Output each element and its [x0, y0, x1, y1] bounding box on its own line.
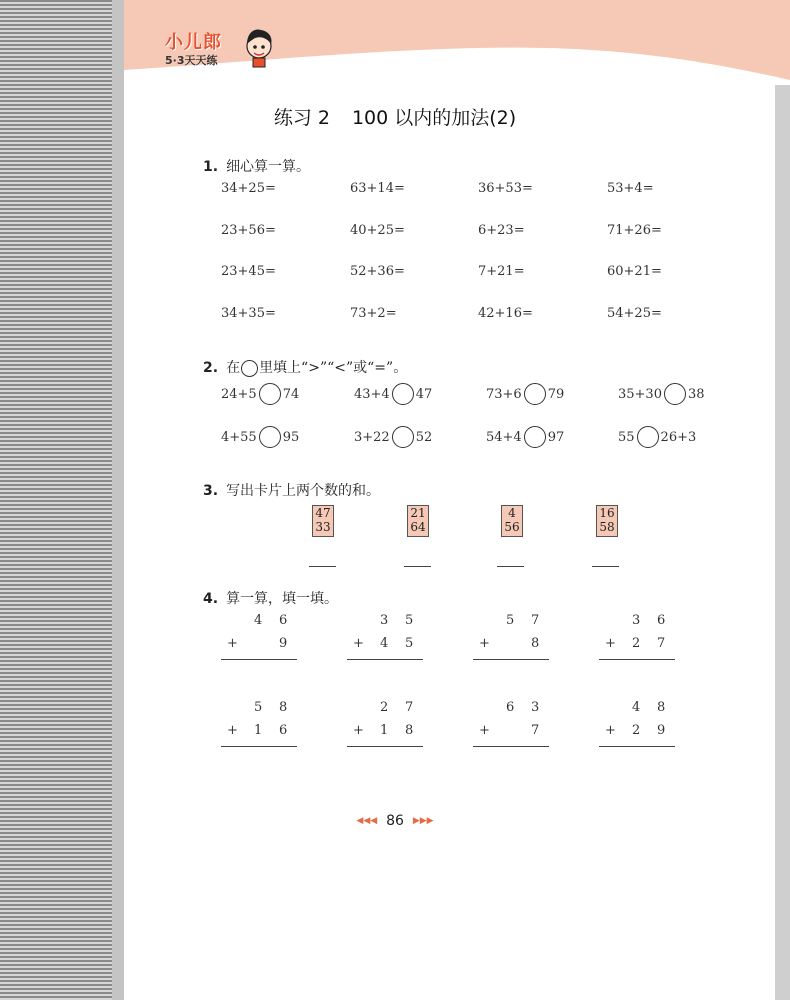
section-4-text: 算一算，填一填。 [226, 591, 339, 607]
section-1-heading [203, 156, 310, 176]
section-3-heading [203, 480, 380, 500]
addend-row [221, 636, 301, 659]
digit: 1 [380, 723, 389, 738]
answer-circle [637, 426, 659, 448]
brand-series: 5·3天天练 [165, 54, 218, 67]
comparison-problem [221, 383, 299, 405]
digit: 7 [405, 700, 414, 715]
answer-circle [259, 426, 281, 448]
digit: 6 [657, 613, 666, 628]
card-bottom-number: 33 [315, 520, 331, 534]
comparison-left: 55 [618, 429, 635, 445]
plus-sign: + [227, 636, 238, 651]
comparison-right: 47 [415, 386, 433, 402]
section-1-number: 1. [203, 159, 219, 175]
addend-row [347, 613, 427, 636]
addition-problem: 23+56= [221, 223, 276, 238]
answer-line [404, 566, 431, 567]
sum-line [347, 659, 423, 660]
digit: 8 [657, 700, 666, 715]
addend-row [221, 723, 301, 746]
addition-problem: 73+2= [350, 306, 397, 321]
addition-problem: 34+35= [221, 306, 276, 321]
brand-name: 小儿郎 [165, 32, 222, 53]
digit: 2 [632, 636, 641, 651]
addend-row [599, 613, 679, 636]
sum-line [599, 659, 675, 660]
addend-row [473, 700, 553, 723]
digit: 5 [405, 613, 414, 628]
digit: 3 [632, 613, 641, 628]
card-top-number: 21 [410, 506, 426, 520]
sum-line [221, 659, 297, 660]
digit: 6 [506, 700, 515, 715]
digit: 1 [254, 723, 263, 738]
addition-problem: 36+53= [478, 181, 533, 196]
answer-circle [392, 426, 414, 448]
comparison-problem [618, 426, 696, 448]
section-1-text: 细心算一算。 [226, 159, 311, 175]
card-top-number: 47 [315, 506, 331, 520]
addend-row [347, 723, 427, 746]
comparison-left: 3+22 [354, 429, 390, 445]
sum-line [599, 746, 675, 747]
addend-row [473, 723, 553, 746]
comparison-problem [221, 426, 299, 448]
digit: 9 [279, 636, 288, 651]
comparison-problem [618, 383, 705, 405]
addend-row [347, 700, 427, 723]
sum-line [347, 746, 423, 747]
digit: 5 [254, 700, 263, 715]
sum-line [473, 659, 549, 660]
next-arrows-icon: ▶▶▶ [412, 816, 434, 826]
addend-row [599, 700, 679, 723]
addend-row [221, 613, 301, 636]
answer-circle [259, 383, 281, 405]
vertical-addition [221, 700, 301, 746]
vertical-addition [599, 613, 679, 659]
addition-problem: 23+45= [221, 264, 276, 279]
digit: 7 [531, 723, 540, 738]
right-page-edge [775, 80, 790, 1000]
title-exercise-number: 练习 2 [273, 107, 330, 129]
section-2-number: 2. [203, 360, 219, 376]
comparison-left: 4+55 [221, 429, 257, 445]
number-card [501, 505, 523, 537]
sum-line [473, 746, 549, 747]
comparison-right: 38 [687, 386, 705, 402]
sum-line [221, 746, 297, 747]
section-2-text-a: 在 [226, 360, 241, 376]
digit: 2 [380, 700, 389, 715]
answer-circle [664, 383, 686, 405]
comparison-right: 95 [282, 429, 300, 445]
vertical-addition [221, 613, 301, 659]
answer-line [309, 566, 336, 567]
addend-row [599, 636, 679, 659]
prev-arrows-icon: ◀◀◀ [356, 816, 378, 826]
number-card [407, 505, 429, 537]
addend-row [221, 700, 301, 723]
addition-problem: 71+26= [607, 223, 662, 238]
digit: 2 [632, 723, 641, 738]
binding-gutter [112, 0, 124, 1000]
banner-wave [124, 40, 790, 85]
vertical-addition [347, 613, 427, 659]
mascot-boy-icon [243, 26, 275, 68]
digit: 9 [657, 723, 666, 738]
digit: 7 [531, 613, 540, 628]
number-card [312, 505, 334, 537]
digit: 8 [405, 723, 414, 738]
comparison-left: 24+5 [221, 386, 257, 402]
digit: 3 [380, 613, 389, 628]
addition-problem: 60+21= [607, 264, 662, 279]
answer-circle [524, 426, 546, 448]
section-4-heading [203, 588, 338, 608]
addition-problem: 53+4= [607, 181, 654, 196]
plus-sign: + [353, 636, 364, 651]
comparison-problem [354, 383, 432, 405]
card-bottom-number: 56 [504, 520, 520, 534]
addition-problem: 54+25= [607, 306, 662, 321]
comparison-left: 43+4 [354, 386, 390, 402]
circle-symbol-icon [241, 360, 258, 377]
left-binding-stripes [0, 0, 112, 1000]
digit: 8 [531, 636, 540, 651]
digit: 4 [254, 613, 263, 628]
brand-logo [165, 28, 222, 68]
card-top-number: 4 [508, 506, 516, 520]
comparison-left: 35+30 [618, 386, 662, 402]
comparison-right: 52 [415, 429, 433, 445]
page-footer [0, 813, 790, 829]
comparison-right: 26+3 [660, 429, 697, 445]
addition-problem: 52+36= [350, 264, 405, 279]
plus-sign: + [605, 723, 616, 738]
digit: 5 [506, 613, 515, 628]
section-2-heading [203, 357, 407, 377]
answer-circle [524, 383, 546, 405]
section-3-number: 3. [203, 483, 219, 499]
plus-sign: + [227, 723, 238, 738]
addend-row [599, 723, 679, 746]
digit: 3 [531, 700, 540, 715]
digit: 6 [279, 613, 288, 628]
digit: 4 [632, 700, 641, 715]
addition-problem: 40+25= [350, 223, 405, 238]
answer-line [497, 566, 524, 567]
answer-line [592, 566, 619, 567]
digit: 8 [279, 700, 288, 715]
vertical-addition [347, 700, 427, 746]
vertical-addition [473, 613, 553, 659]
comparison-right: 79 [547, 386, 565, 402]
digit: 5 [405, 636, 414, 651]
card-top-number: 16 [599, 506, 615, 520]
plus-sign: + [479, 636, 490, 651]
comparison-left: 54+4 [486, 429, 522, 445]
plus-sign: + [479, 723, 490, 738]
page-number: 86 [386, 813, 404, 829]
plus-sign: + [605, 636, 616, 651]
addition-problem: 6+23= [478, 223, 525, 238]
addition-problem: 7+21= [478, 264, 525, 279]
addition-problem: 34+25= [221, 181, 276, 196]
comparison-left: 73+6 [486, 386, 522, 402]
comparison-problem [486, 426, 564, 448]
digit: 6 [279, 723, 288, 738]
comparison-right: 97 [547, 429, 565, 445]
comparison-problem [354, 426, 432, 448]
addition-problem: 63+14= [350, 181, 405, 196]
number-card [596, 505, 618, 537]
page-title [0, 103, 790, 130]
answer-circle [392, 383, 414, 405]
addend-row [473, 613, 553, 636]
addend-row [347, 636, 427, 659]
card-bottom-number: 64 [410, 520, 426, 534]
digit: 4 [380, 636, 389, 651]
title-topic: 100 以内的加法(2) [351, 107, 517, 129]
section-3-text: 写出卡片上两个数的和。 [226, 483, 381, 499]
digit: 7 [657, 636, 666, 651]
vertical-addition [473, 700, 553, 746]
plus-sign: + [353, 723, 364, 738]
comparison-right: 74 [282, 386, 300, 402]
addition-problem: 42+16= [478, 306, 533, 321]
addend-row [473, 636, 553, 659]
section-2-text-b: 里填上“>”“<”或“=”。 [259, 360, 408, 376]
comparison-problem [486, 383, 564, 405]
section-4-number: 4. [203, 591, 219, 607]
vertical-addition [599, 700, 679, 746]
card-bottom-number: 58 [599, 520, 615, 534]
page-sheet [124, 0, 775, 1000]
